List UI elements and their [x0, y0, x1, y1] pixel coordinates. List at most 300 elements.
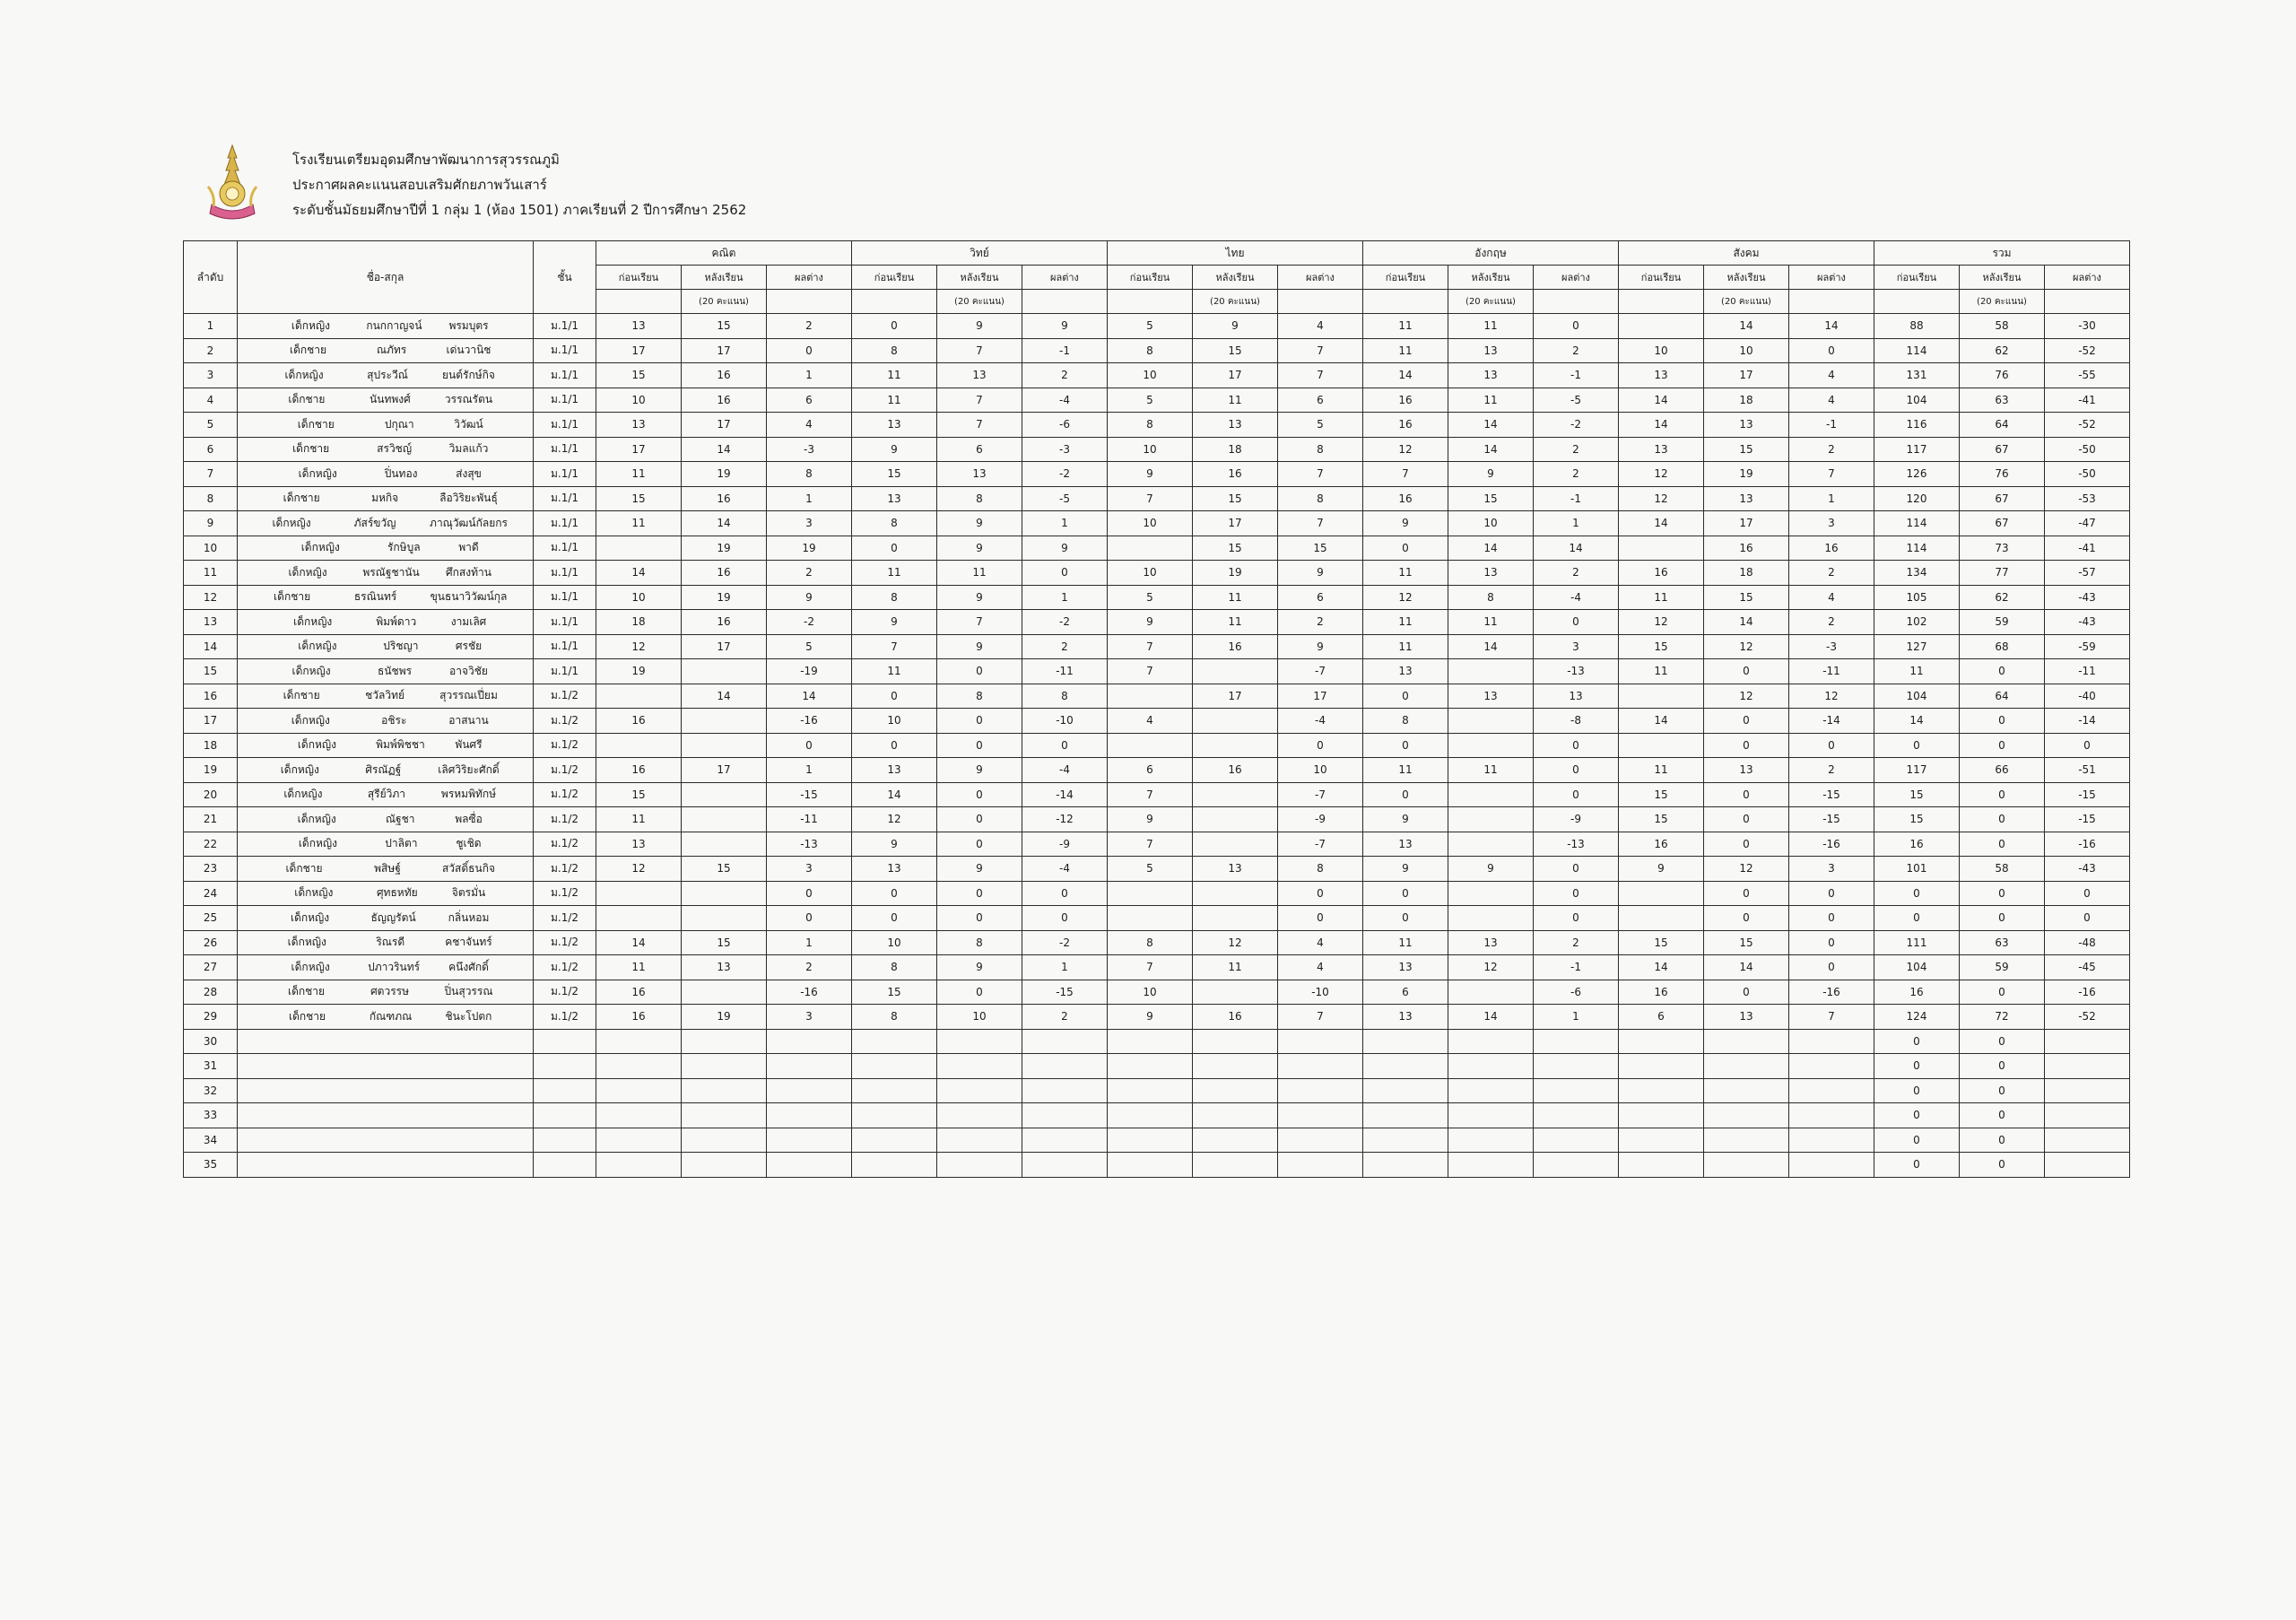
class-cell: ม.1/2	[534, 1005, 596, 1030]
student-lastname: พาดี	[458, 541, 479, 554]
score-cell: 0	[1534, 782, 1619, 807]
score-cell: 16	[1363, 388, 1448, 413]
header-note-points: (20 คะแนน)	[682, 290, 767, 314]
score-cell: 15	[1874, 807, 1960, 832]
score-cell	[1108, 684, 1193, 709]
score-cell: 16	[1363, 486, 1448, 511]
score-cell: -14	[1789, 709, 1874, 734]
score-cell: 9	[1108, 462, 1193, 487]
score-cell	[1448, 906, 1534, 931]
score-cell: 0	[1960, 1078, 2045, 1103]
score-cell: 10	[1108, 437, 1193, 462]
score-cell: 0	[767, 881, 852, 906]
score-cell	[596, 733, 682, 758]
row-number: 32	[184, 1078, 238, 1103]
score-cell: -4	[1022, 388, 1108, 413]
student-title: เด็กหญิง	[291, 713, 330, 727]
score-cell	[2045, 1153, 2130, 1178]
score-cell: 114	[1874, 536, 1960, 561]
student-title: เด็กหญิง	[290, 910, 330, 924]
score-cell: 5	[1108, 314, 1193, 339]
score-cell: 12	[1193, 930, 1278, 955]
score-cell: 9	[1448, 462, 1534, 487]
score-cell: 14	[1704, 955, 1789, 980]
student-name	[238, 807, 534, 832]
score-cell: 4	[1278, 314, 1363, 339]
score-cell	[1448, 782, 1534, 807]
score-cell: 0	[1960, 1054, 2045, 1079]
student-lastname: วรรณรัตน	[444, 393, 493, 406]
score-cell	[1619, 536, 1704, 561]
score-cell: 16	[1704, 536, 1789, 561]
score-cell: 9	[852, 437, 937, 462]
score-cell: 9	[852, 610, 937, 635]
student-title: เด็กหญิง	[291, 960, 330, 973]
score-cell	[1619, 684, 1704, 709]
student-title: เด็กชาย	[292, 442, 330, 456]
score-cell: 19	[767, 536, 852, 561]
table-row	[184, 1029, 2130, 1054]
class-cell: ม.1/1	[534, 561, 596, 586]
row-number: 9	[184, 511, 238, 536]
row-number: 13	[184, 610, 238, 635]
row-number: 17	[184, 709, 238, 734]
score-cell: 3	[1789, 511, 1874, 536]
student-title: เด็กชาย	[288, 393, 326, 406]
header-subject: อังกฤษ	[1363, 241, 1619, 266]
score-cell: 11	[1193, 388, 1278, 413]
score-cell: 2	[1789, 437, 1874, 462]
score-cell: -9	[1278, 807, 1363, 832]
score-cell: 12	[1619, 486, 1704, 511]
score-cell: -13	[767, 832, 852, 857]
score-cell: 0	[1278, 881, 1363, 906]
score-cell: 11	[1363, 314, 1448, 339]
score-cell	[1278, 1153, 1363, 1178]
score-cell	[1619, 1029, 1704, 1054]
class-cell: ม.1/2	[534, 832, 596, 857]
score-cell: 0	[1960, 980, 2045, 1005]
score-cell: 16	[1193, 1005, 1278, 1030]
score-cell: 14	[596, 561, 682, 586]
score-cell	[1278, 1078, 1363, 1103]
student-title: เด็กชาย	[285, 861, 323, 875]
score-cell: 13	[1363, 1005, 1448, 1030]
student-firstname: ศิรณัฏฐ์	[365, 762, 402, 776]
score-cell: 67	[1960, 511, 2045, 536]
student-name	[238, 684, 534, 709]
score-cell: 66	[1960, 758, 2045, 783]
score-cell: 11	[1363, 930, 1448, 955]
row-number: 16	[184, 684, 238, 709]
score-cell: 9	[852, 832, 937, 857]
score-cell: 16	[1363, 413, 1448, 438]
score-cell: -4	[1534, 585, 1619, 610]
class-cell: ม.1/1	[534, 462, 596, 487]
score-cell: 0	[1704, 733, 1789, 758]
score-cell: 8	[937, 930, 1022, 955]
score-cell: -16	[767, 980, 852, 1005]
student-title: เด็กหญิง	[293, 614, 333, 628]
student-title: เด็กหญิง	[298, 837, 337, 850]
score-cell: 7	[937, 610, 1022, 635]
score-cell	[1448, 807, 1534, 832]
score-cell: -2	[1022, 930, 1108, 955]
table-row	[184, 314, 2130, 339]
score-cell: 0	[1874, 1153, 1960, 1178]
score-cell: 104	[1874, 684, 1960, 709]
score-cell: -15	[767, 782, 852, 807]
score-cell: 131	[1874, 363, 1960, 388]
class-cell: ม.1/2	[534, 906, 596, 931]
score-cell	[1789, 1029, 1874, 1054]
row-number: 33	[184, 1103, 238, 1128]
score-cell: 0	[1789, 955, 1874, 980]
row-number: 31	[184, 1054, 238, 1079]
header-after: หลังเรียน	[1704, 266, 1789, 290]
score-cell: 0	[1704, 832, 1789, 857]
student-name	[238, 486, 534, 511]
score-cell: 6	[1619, 1005, 1704, 1030]
student-name	[238, 709, 534, 734]
score-cell: 62	[1960, 585, 2045, 610]
row-number: 8	[184, 486, 238, 511]
score-cell: 0	[767, 338, 852, 363]
table-row	[184, 610, 2130, 635]
student-lastname: วิมลแก้ว	[448, 442, 489, 456]
score-cell: 11	[1448, 758, 1534, 783]
score-cell: -47	[2045, 511, 2130, 536]
score-cell	[1534, 1103, 1619, 1128]
student-lastname: กลิ่นหอม	[448, 910, 490, 924]
score-cell	[1193, 980, 1278, 1005]
score-cell	[1363, 1128, 1448, 1153]
class-cell: ม.1/2	[534, 758, 596, 783]
student-title: เด็กหญิง	[294, 886, 334, 900]
score-cell	[1704, 1128, 1789, 1153]
student-firstname: พิมพ์ดาว	[376, 614, 417, 628]
score-cell: 8	[937, 486, 1022, 511]
score-cell: 0	[1363, 733, 1448, 758]
header-note-points: (20 คะแนน)	[1704, 290, 1789, 314]
score-cell: 1	[1789, 486, 1874, 511]
score-cell: -4	[1022, 857, 1108, 882]
student-firstname: ณัฐชา	[385, 812, 415, 825]
score-cell	[1704, 1153, 1789, 1178]
score-cell: 7	[1108, 634, 1193, 659]
score-cell: 16	[1619, 561, 1704, 586]
score-cell: 2	[1789, 610, 1874, 635]
score-cell: 1	[1534, 511, 1619, 536]
score-cell	[1108, 1153, 1193, 1178]
score-cell: 16	[1874, 980, 1960, 1005]
student-name	[238, 1103, 534, 1128]
score-cell: 16	[596, 758, 682, 783]
score-cell: -40	[2045, 684, 2130, 709]
student-name	[238, 338, 534, 363]
score-cell: 7	[937, 413, 1022, 438]
score-cell: 14	[682, 511, 767, 536]
score-cell: 0	[1704, 881, 1789, 906]
score-cell: 0	[1960, 1029, 2045, 1054]
score-cell: 9	[937, 511, 1022, 536]
score-cell: -15	[1022, 980, 1108, 1005]
score-cell: 8	[1022, 684, 1108, 709]
score-cell: -2	[1022, 462, 1108, 487]
class-cell: ม.1/1	[534, 437, 596, 462]
score-cell: 0	[1022, 561, 1108, 586]
table-row	[184, 536, 2130, 561]
score-cell: 8	[852, 511, 937, 536]
score-cell: 13	[596, 314, 682, 339]
score-cell: 0	[1363, 782, 1448, 807]
score-cell	[682, 1103, 767, 1128]
header-note-blank	[596, 290, 682, 314]
score-cell: 15	[1619, 930, 1704, 955]
student-lastname: อาจวิชัย	[449, 664, 488, 677]
score-cell	[1193, 1128, 1278, 1153]
score-cell: 2	[1022, 634, 1108, 659]
student-title: เด็กหญิง	[291, 664, 331, 677]
student-lastname: ปิ่นสุวรรณ	[444, 985, 493, 998]
score-cell: -52	[2045, 413, 2130, 438]
score-cell	[1108, 1029, 1193, 1054]
score-cell: -3	[1789, 634, 1874, 659]
score-cell: 104	[1874, 955, 1960, 980]
score-cell: 16	[596, 709, 682, 734]
score-cell	[1108, 1128, 1193, 1153]
score-cell: 14	[1448, 536, 1534, 561]
header-row-subjects	[184, 241, 2130, 266]
score-cell: 0	[1704, 906, 1789, 931]
score-cell: -2	[1022, 610, 1108, 635]
student-firstname: สรวิชญ์	[377, 442, 413, 456]
header-subject: สังคม	[1619, 241, 1874, 266]
score-cell: 0	[1278, 733, 1363, 758]
student-name	[238, 511, 534, 536]
score-cell	[937, 1054, 1022, 1079]
header-note-blank	[852, 290, 937, 314]
score-cell	[1193, 1153, 1278, 1178]
student-lastname: คชาจันทร์	[445, 936, 492, 949]
score-cell: -16	[767, 709, 852, 734]
score-cell: -6	[1022, 413, 1108, 438]
score-cell: -13	[1534, 832, 1619, 857]
score-cell: 9	[1108, 1005, 1193, 1030]
score-cell: 9	[767, 585, 852, 610]
score-cell: 2	[1534, 462, 1619, 487]
score-cell: 10	[1619, 338, 1704, 363]
score-cell	[1789, 1078, 1874, 1103]
student-firstname: ริณรดี	[376, 936, 405, 949]
header-after: หลังเรียน	[1960, 266, 2045, 290]
score-cell	[1022, 1153, 1108, 1178]
score-cell	[852, 1153, 937, 1178]
score-cell: -8	[1534, 709, 1619, 734]
header-note-points: (20 คะแนน)	[1448, 290, 1534, 314]
row-number: 15	[184, 659, 238, 684]
student-firstname: พรณัฐชานัน	[362, 565, 420, 579]
student-firstname: กนกกาญจน์	[366, 318, 422, 332]
table-row	[184, 561, 2130, 586]
score-cell: 7	[1108, 659, 1193, 684]
student-lastname: ขุนธนาวิวัฒน์กุล	[430, 590, 508, 604]
score-cell: 16	[1193, 462, 1278, 487]
score-cell: 16	[1619, 980, 1704, 1005]
score-cell	[2045, 1054, 2130, 1079]
score-cell: 18	[1193, 437, 1278, 462]
header-after: หลังเรียน	[1193, 266, 1278, 290]
score-cell	[682, 709, 767, 734]
score-cell: 0	[2045, 733, 2130, 758]
score-cell: 6	[1278, 388, 1363, 413]
score-cell: 17	[682, 758, 767, 783]
student-name	[238, 363, 534, 388]
score-cell	[1448, 709, 1534, 734]
score-cell: -4	[1022, 758, 1108, 783]
score-cell: 11	[852, 561, 937, 586]
score-cell: 6	[1363, 980, 1448, 1005]
header-before: ก่อนเรียน	[1363, 266, 1448, 290]
score-cell: 11	[1448, 314, 1534, 339]
score-cell: -50	[2045, 437, 2130, 462]
class-cell: ม.1/1	[534, 486, 596, 511]
row-number: 12	[184, 585, 238, 610]
score-cell: 2	[1534, 561, 1619, 586]
score-cell: 8	[937, 684, 1022, 709]
score-cell: 17	[1278, 684, 1363, 709]
score-cell: 1	[767, 758, 852, 783]
student-lastname: คนึงศักดิ์	[448, 960, 489, 973]
score-cell: 17	[682, 413, 767, 438]
score-cell: 0	[937, 659, 1022, 684]
score-cell	[596, 881, 682, 906]
student-firstname: มหกิจ	[371, 492, 399, 505]
score-cell: 0	[1704, 980, 1789, 1005]
score-cell: -30	[2045, 314, 2130, 339]
score-cell: 13	[682, 955, 767, 980]
score-cell: 59	[1960, 955, 2045, 980]
table-row	[184, 881, 2130, 906]
score-cell	[767, 1103, 852, 1128]
score-cell: 8	[852, 585, 937, 610]
score-cell	[682, 1153, 767, 1178]
score-cell	[1534, 1054, 1619, 1079]
score-cell: 15	[596, 782, 682, 807]
score-cell	[1789, 1128, 1874, 1153]
score-cell	[1022, 1054, 1108, 1079]
score-cell: 0	[937, 782, 1022, 807]
score-cell: -6	[1534, 980, 1619, 1005]
score-cell: 15	[1193, 486, 1278, 511]
score-cell: 64	[1960, 684, 2045, 709]
score-cell: 19	[1193, 561, 1278, 586]
score-cell	[682, 733, 767, 758]
score-cell	[1108, 1078, 1193, 1103]
score-cell: 2	[767, 955, 852, 980]
score-cell	[1534, 1029, 1619, 1054]
score-cell	[1363, 1153, 1448, 1178]
score-cell: 0	[1789, 338, 1874, 363]
score-cell: 11	[1193, 610, 1278, 635]
student-title: เด็กหญิง	[280, 762, 319, 776]
student-firstname: ปภาวรินทร์	[368, 960, 421, 973]
student-name	[238, 561, 534, 586]
student-title: เด็กหญิง	[284, 368, 324, 381]
score-cell	[1108, 733, 1193, 758]
score-cell: 134	[1874, 561, 1960, 586]
score-cell: 9	[1108, 610, 1193, 635]
score-cell	[1448, 1153, 1534, 1178]
score-cell: 15	[1704, 930, 1789, 955]
school-emblem-icon	[204, 142, 260, 222]
score-cell: 15	[852, 980, 937, 1005]
score-cell: 9	[1278, 634, 1363, 659]
score-cell: 11	[1363, 338, 1448, 363]
student-title: เด็กหญิง	[291, 318, 331, 332]
score-cell: 2	[1534, 338, 1619, 363]
class-cell: ม.1/2	[534, 857, 596, 882]
score-cell: 9	[937, 536, 1022, 561]
student-firstname: ปาลิตา	[385, 837, 418, 850]
score-cell: 0	[1960, 659, 2045, 684]
student-firstname: พิมพ์พิชชา	[376, 738, 425, 752]
score-cell: 0	[1704, 709, 1789, 734]
student-lastname: ส่งสุข	[456, 466, 482, 480]
score-cell: 0	[937, 709, 1022, 734]
score-cell	[852, 1054, 937, 1079]
score-cell: 13	[1448, 561, 1534, 586]
score-cell: 13	[596, 413, 682, 438]
score-cell	[1278, 1029, 1363, 1054]
score-cell: -52	[2045, 1005, 2130, 1030]
score-cell: -2	[1534, 413, 1619, 438]
table-row	[184, 338, 2130, 363]
score-cell: 15	[1619, 634, 1704, 659]
score-cell: 6	[937, 437, 1022, 462]
score-cell: 9	[1448, 857, 1534, 882]
score-cell: 12	[1789, 684, 1874, 709]
score-cell	[1193, 733, 1278, 758]
table-row	[184, 832, 2130, 857]
student-firstname: พสิษฐ์	[374, 861, 401, 875]
score-cell	[1193, 1078, 1278, 1103]
score-cell	[937, 1103, 1022, 1128]
score-cell	[596, 1103, 682, 1128]
score-cell: 13	[1448, 363, 1534, 388]
score-cell: 117	[1874, 437, 1960, 462]
score-cell: 9	[1363, 857, 1448, 882]
score-cell: 7	[1789, 462, 1874, 487]
score-cell: 9	[937, 758, 1022, 783]
score-cell: -13	[1534, 659, 1619, 684]
header-subject: รวม	[1874, 241, 2130, 266]
student-lastname: สุวรรณเปี่ยม	[439, 689, 498, 702]
student-title: เด็กหญิง	[298, 466, 337, 480]
score-cell	[596, 1128, 682, 1153]
score-cell: 13	[1193, 857, 1278, 882]
score-cell: 14	[1448, 634, 1534, 659]
score-cell	[1448, 881, 1534, 906]
score-cell: 9	[1022, 314, 1108, 339]
score-cell: 2	[767, 314, 852, 339]
header-note-blank	[1022, 290, 1108, 314]
score-cell: 11	[1363, 758, 1448, 783]
score-cell: 14	[1619, 511, 1704, 536]
row-number: 28	[184, 980, 238, 1005]
score-cell: 9	[1108, 807, 1193, 832]
student-name	[238, 1153, 534, 1178]
